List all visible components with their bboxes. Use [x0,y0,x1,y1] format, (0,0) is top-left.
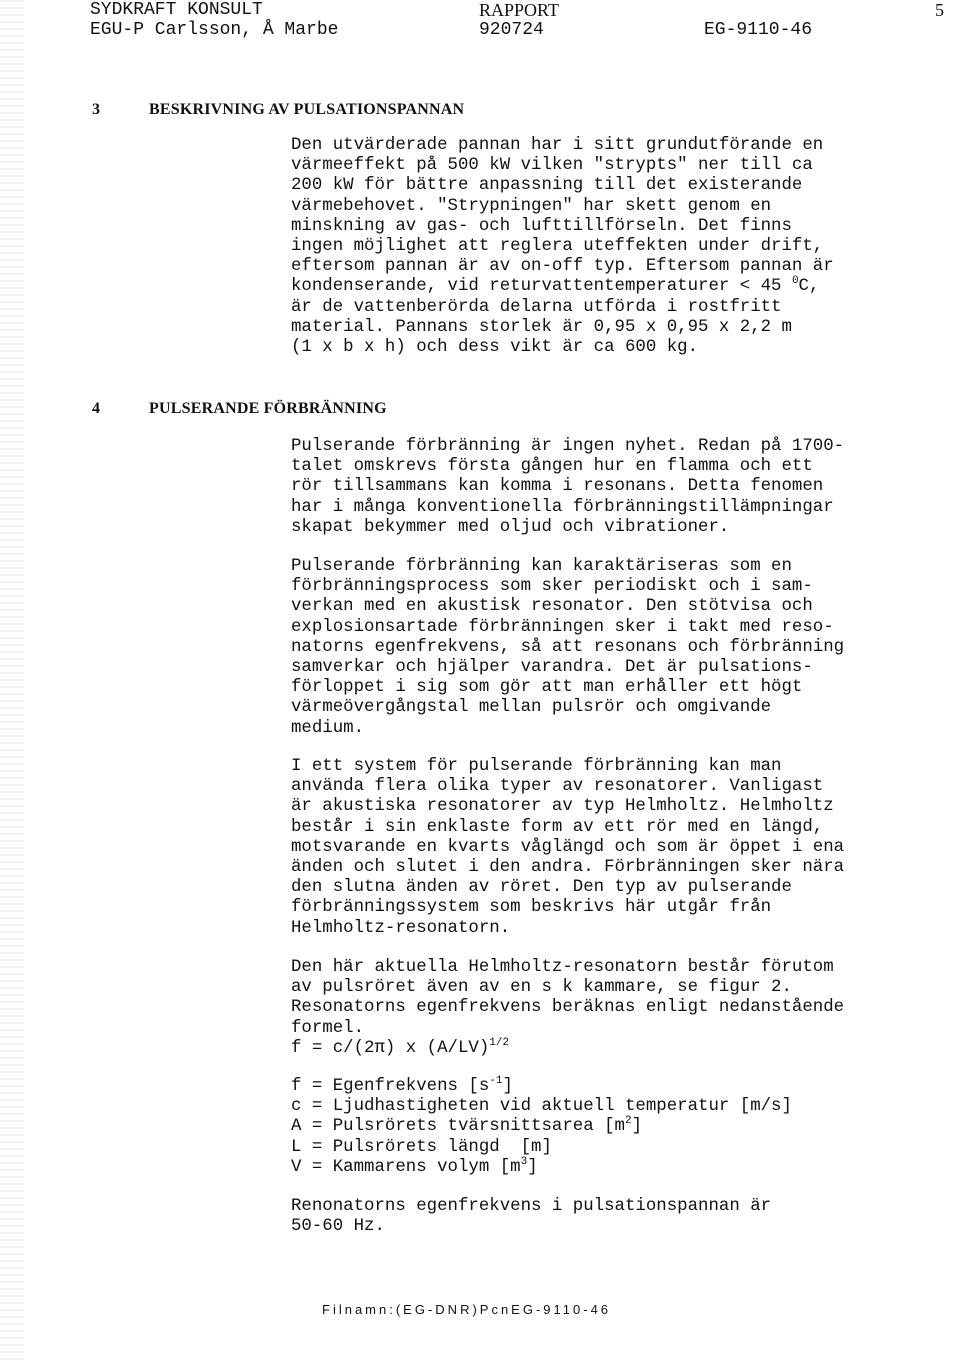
section-4-conclusion [291,1197,931,1237]
section-3-number: 3 [92,101,100,118]
header-company: SYDKRAFT KONSULT [90,0,263,20]
text-line: skapat bekymmer med oljud och vibrationer. [291,517,730,537]
header-authors: EGU-P Carlsson, Å Marbe [90,20,339,40]
text-line: natorns egenfrekvens, så att resonans och förbränning [291,637,845,657]
text-line: 50-60 Hz. [291,1217,385,1237]
text-fragment: V = Kammarens volym [m [291,1157,521,1177]
text-line: (1 x b x h) och dess vikt är ca 600 kg. [291,338,699,358]
definition-f [291,1077,931,1097]
definition-c: c = Ljudhastigheten vid aktuell temperatur [m/s] [291,1097,792,1117]
text-line: värmebehovet. "Strypningen" har skett genom en [291,196,772,216]
text-fragment: ] [527,1157,538,1177]
section-3-title: BESKRIVNING AV PULSATIONSPANNAN [149,101,465,118]
formula-text: f = c/(2π) x (A/LV) [291,1038,490,1058]
text-line: 200 kW för bättre anpassning till det existerande [291,176,803,196]
scan-edge-noise [0,0,24,1361]
text-fragment: f = Egenfrekvens [s [291,1077,490,1096]
text-line: värmeeffekt på 500 kW vilken "strypts" ner till ca [291,156,813,176]
section-4-paragraph-1 [291,437,931,538]
text-line: formel. [291,1018,365,1038]
temperature-unit: C, [798,277,820,297]
header-page-number: 5 [935,0,944,20]
text-line: ingen möjlighet att reglera uteffekten under drift, [291,237,824,257]
text-line: eftersom pannan är av on-off typ. Eftersom pannan är [291,257,834,277]
section-4-number: 4 [92,400,100,417]
text-line: Den utvärderade pannan har i sitt grundutförande en [291,136,824,155]
text-line: Renonatorns egenfrekvens i pulsationspannan är [291,1197,772,1216]
text-line: förbränningssystem som beskrivs här utgår från [291,898,772,918]
section-4-paragraph-2 [291,557,931,739]
text-line [291,277,931,297]
text-line: medium. [291,718,365,738]
text-line: av pulsröret även av en s k kammare, se figur 2. [291,978,792,998]
header-doc-type: RAPPORT [479,0,559,20]
header-date: 920724 [479,20,544,40]
definition-a [291,1117,931,1137]
text-line: samverkar och hjälper varandra. Det är pulsations- [291,658,813,678]
degree-superscript: 0 [791,275,799,288]
text-line: använda flera olika typer av resonatorer. Vanligast [291,777,824,797]
text-line: explosionsartade förbränningen sker i takt med reso- [291,617,834,637]
text-line: rör tillsammans kan komma i resonans. Detta fenomen [291,477,824,497]
text-line: änden och slutet i den andra. Förbränningen sker nära [291,858,845,878]
text-fragment: kondenserande, vid returvattentemperaturer < 45 [291,277,792,297]
text-line: är de vattenberörda delarna utförda i rostfritt [291,297,782,317]
text-fragment: ] [502,1077,513,1096]
unit-superscript: -1 [489,1075,503,1088]
unit-superscript: 3 [520,1156,528,1169]
text-line: den slutna änden av röret. Den typ av pulserande [291,878,792,898]
text-line: har i många konventionella förbränningstillämpningar [291,497,834,517]
text-line: består i sin enklaste form av ett rör med en längd, [291,817,824,837]
unit-superscript: 2 [624,1115,632,1128]
definition-v [291,1158,931,1178]
section-4-paragraph-4 [291,958,931,1059]
text-line: Resonatorns egenfrekvens beräknas enligt nedanstående [291,998,845,1018]
text-line: Helmholtz-resonatorn. [291,918,511,938]
text-line: material. Pannans storlek är 0,95 x 0,95 x 2,2 m [291,317,792,337]
text-line: I ett system för pulserande förbränning kan man [291,757,782,776]
formula [291,1039,931,1059]
formula-exponent: 1/2 [489,1037,510,1050]
text-line: Pulserande förbränning är ingen nyhet. Redan på 1700- [291,437,845,456]
footer-filename: Filnamn:(EG-DNR)PcnEG-9110-46 [322,1302,612,1317]
section-4-paragraph-3 [291,757,931,939]
section-4-title: PULSERANDE FÖRBRÄNNING [149,400,387,417]
text-line: förloppet i sig som gör att man erhåller ett högt [291,678,803,698]
text-line: verkan med en akustisk resonator. Den stötvisa och [291,597,813,617]
text-fragment: A = Pulsrörets tvärsnittsarea [m [291,1117,625,1137]
text-line: värmeövergångstal mellan pulsrör och omgivande [291,698,772,718]
formula-definitions [291,1077,931,1178]
text-fragment: ] [631,1117,643,1137]
text-line: minskning av gas- och lufttillförseln. Det finns [291,216,792,236]
header-report-id: EG-9110-46 [704,20,813,40]
definition-l: L = Pulsrörets längd [m] [291,1137,552,1157]
text-line: är akustiska resonatorer av typ Helmholtz. Helmholtz [291,797,834,817]
text-line: Den här aktuella Helmholtz-resonatorn består förutom [291,958,834,977]
text-line: talet omskrevs första gången hur en flamma och ett [291,457,813,477]
section-3-paragraph [291,136,931,358]
text-line: förbränningsprocess som sker periodiskt och i sam- [291,577,813,597]
text-line: Pulserande förbränning kan karaktäriseras som en [291,557,792,576]
text-line: motsvarande en kvarts våglängd och som är öppet i ena [291,837,845,857]
